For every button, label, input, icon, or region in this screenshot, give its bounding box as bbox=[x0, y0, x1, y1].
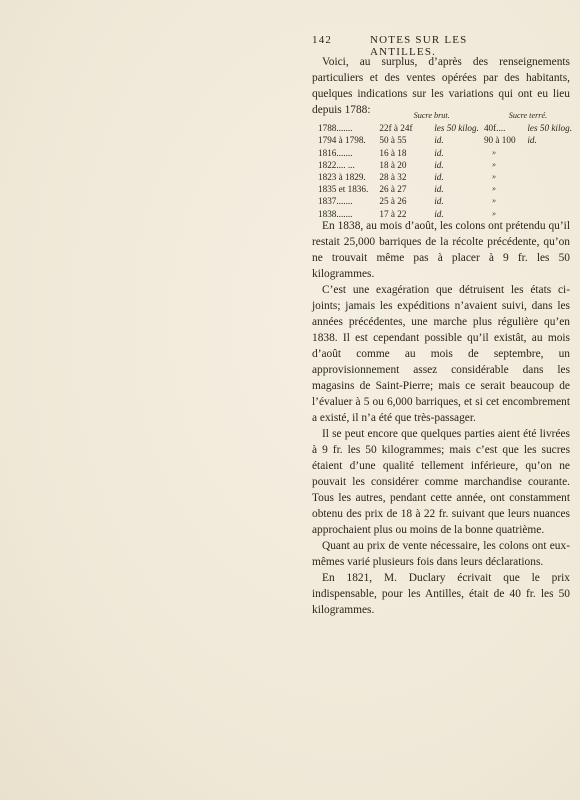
row-year: 1837....... bbox=[318, 196, 353, 207]
table-row bbox=[318, 171, 572, 183]
table-row bbox=[318, 195, 572, 207]
row-terre-value: » bbox=[491, 184, 496, 194]
row-brut-range: 50 à 55 bbox=[379, 135, 407, 146]
row-terre-unit bbox=[527, 183, 572, 195]
table-row bbox=[318, 159, 572, 171]
row-year: 1816....... bbox=[318, 147, 353, 158]
row-brut-unit: id. bbox=[434, 184, 444, 195]
row-terre-value: 40f.... bbox=[483, 123, 506, 134]
header-sucre-terre: Sucre terré. bbox=[508, 111, 548, 120]
page-header bbox=[312, 34, 518, 58]
row-terre-unit bbox=[527, 147, 572, 159]
row-brut-range: 16 à 18 bbox=[379, 147, 407, 158]
row-year: 1788....... bbox=[318, 123, 353, 134]
row-brut-range: 22f à 24f bbox=[379, 123, 413, 134]
table-row bbox=[318, 134, 572, 146]
row-year: 1794 à 1798. bbox=[318, 135, 366, 146]
paragraph: C’est une exagération que détruisent les états ci-joints; jamais les expéditions n’avaient suivi, dans les années précédentes, une marche plus régulière qu’en 1838. Il est cependant possible qu’il existât, au mois d’août comme au mois de septembre, un approvisionnement assez considérable dans les magasins de Saint-Pierre; mais ce serait beaucoup de l’évaluer à 5 ou 6,000 barriques, et si cet encombrement a existé, il n’a été que très-passager. bbox=[312, 284, 570, 424]
row-terre-unit: les 50 kilog. bbox=[527, 123, 572, 134]
row-terre-value: » bbox=[491, 172, 496, 182]
row-terre-unit bbox=[527, 195, 572, 207]
row-terre-value: » bbox=[491, 208, 496, 218]
row-brut-range: 26 à 27 bbox=[379, 184, 407, 195]
row-brut-unit: id. bbox=[434, 147, 444, 158]
row-year: 1823 à 1829. bbox=[318, 172, 366, 183]
row-terre-value: » bbox=[491, 159, 496, 169]
row-terre-value: » bbox=[491, 196, 496, 206]
paragraph: Il se peut encore que quelques parties aient été livrées à 9 fr. les 50 kilogrammes; mais c’est que les sucres étaient d’une qualité tellement inférieure, qu’on ne pouvait les considérer comme marchandise courante. Tous les autres, pendant cette année, ont constamment obtenu des prix de 18 à 22 fr. suivant que leurs nuances approchaient plus ou moins de la bonne quatrième. bbox=[312, 428, 570, 536]
table-row bbox=[318, 183, 572, 195]
row-year: 1822.... ... bbox=[318, 159, 355, 170]
row-brut-unit: id. bbox=[434, 172, 444, 183]
row-year: 1835 et 1836. bbox=[318, 184, 369, 195]
row-terre-unit bbox=[527, 159, 572, 171]
page-number: 142 bbox=[312, 34, 333, 46]
row-brut-range: 17 à 22 bbox=[379, 208, 407, 219]
paragraph: En 1838, au mois d’août, les colons ont prétendu qu’il restait 25,000 barriques de la récolte précédente, qu’on ne trouvait même pas à placer à 9 fr. les 50 kilogrammes. bbox=[312, 220, 570, 280]
row-brut-unit: id. bbox=[434, 159, 444, 170]
row-brut-range: 25 à 26 bbox=[379, 196, 407, 207]
row-brut-range: 18 à 20 bbox=[379, 159, 407, 170]
row-year: 1838....... bbox=[318, 208, 353, 219]
sugar-price-table bbox=[318, 110, 572, 220]
row-brut-unit: les 50 kilog. bbox=[434, 123, 479, 134]
body-text bbox=[312, 218, 570, 618]
row-brut-unit: id. bbox=[434, 196, 444, 207]
table-row bbox=[318, 122, 572, 134]
row-terre-unit bbox=[527, 171, 572, 183]
header-sucre-brut: Sucre brut. bbox=[413, 111, 450, 120]
row-terre-value: » bbox=[491, 147, 496, 157]
row-brut-unit: id. bbox=[434, 135, 444, 146]
row-brut-range: 28 à 32 bbox=[379, 172, 407, 183]
intro-block bbox=[312, 54, 570, 118]
row-brut-unit: id. bbox=[434, 208, 444, 219]
table-header-row bbox=[318, 110, 572, 122]
running-title: NOTES SUR LES ANTILLES. bbox=[370, 34, 468, 58]
table-row bbox=[318, 147, 572, 159]
row-terre-unit: id. bbox=[527, 135, 537, 146]
paragraph: Quant au prix de vente nécessaire, les colons ont eux-mêmes varié plusieurs fois dans leurs déclarations. bbox=[312, 540, 570, 568]
intro-paragraph: Voici, au surplus, d’après des renseignements particuliers et des ventes opérées par des habitants, quelques indications sur les variations qui ont eu lieu depuis 1788: bbox=[312, 56, 570, 116]
row-terre-value: 90 à 100 bbox=[483, 135, 516, 146]
paragraph: En 1821, M. Duclary écrivait que le prix indispensable, pour les Antilles, était de 40 fr. les 50 kilogrammes. bbox=[312, 572, 570, 616]
